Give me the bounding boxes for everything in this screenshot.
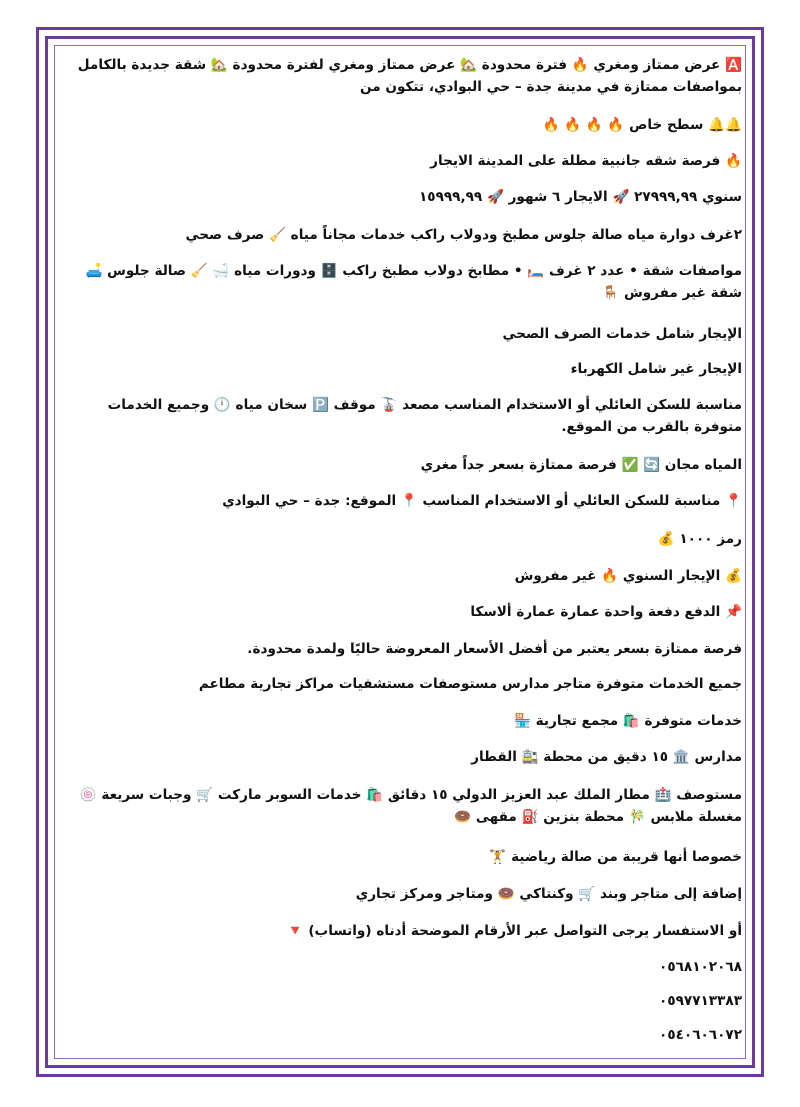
line-suitability-amenities: مناسبة للسكن العائلي أو الاستخدام المناسب مصعد 🚡 موقف 🅿️ سخان مياه 🕛 وجميع الخدمات متوفرة بالقرب من الموقع. — [107, 397, 742, 435]
line-opportunity: فرصة ممتازة بسعر يعتبر من أفضل الأسعار المعروضة حاليًا ولمدة محدودة. — [247, 641, 742, 657]
line-services-available: خدمات متوفرة 🛍️ مجمع تجارية 🏪 — [513, 713, 742, 729]
phone-number-2: ٠٥٩٧٧١٣٣٨٣ — [659, 993, 742, 1009]
line-schools-train: مدارس 🏛️ ١٥ دقيق من محطة 🚉 القطار — [471, 749, 742, 765]
line-free-water: المياه مجان 🔄 ✅ فرصة ممتازة بسعر جداً مغري — [420, 457, 742, 473]
line-side-apartment: 🔥 فرصة شقه جانبية مطلة على المدينة الايجار — [430, 153, 742, 169]
line-electricity-excluded: الإيجار غير شامل الكهرباء — [570, 361, 742, 377]
phone-number-1: ٠٥٦٨١٠٢٠٦٨ — [659, 959, 742, 975]
line-sewage-included: الإيجار شامل خدمات الصرف الصحي — [502, 326, 742, 342]
line-location: 📍 مناسبة للسكن العائلي أو الاستخدام المناسب 📍 الموقع: جدة – حي البوادي — [222, 493, 742, 509]
line-specs: مواصفات شقة • عدد ٢ غرف 🛏️ • مطابخ دولاب مطبخ راكب 🗄️ ودورات مياه 🛁 🧹 صالة جلوس 🛋️ شقة غير مفروش 🪑 — [85, 263, 742, 301]
line-offer-intro: 🅰️ عرض ممتاز ومغري 🔥 فترة محدودة 🏡 عرض ممتاز ومغري لفترة محدودة 🏡 شقة جديدة بالكامل بمواصفات ممتازة في مدينة جدة – حي البوادي، تتكون من — [77, 57, 742, 95]
line-annual-rent: 💰 الإيجار السنوي 🔥 غير مفروش — [514, 568, 742, 584]
line-gym: خصوصا أنها قريبة من صالة رياضية 🏋️ — [489, 849, 742, 865]
line-services-list: جميع الخدمات متوفرة متاجر مدارس مستوصفات مستشفيات مراكز تجارية مطاعم — [198, 676, 742, 692]
line-nearby-places: مستوصف 🏥 مطار الملك عبد العزيز الدولي ١٥ دقائق 🛍️ خدمات السوبر ماركت 🛒 وجبات سريعة 🍥 مغسلة ملابس 🎋 محطة بنزين ⛽ مقهى 🍩 — [79, 787, 742, 825]
phone-number-3: ٠٥٤٠٦٠٦٠٧٢ — [659, 1027, 742, 1043]
line-code: رمز ١٠٠٠ 💰 — [657, 531, 742, 547]
line-payment: 📌 الدفع دفعة واحدة عمارة عمارة ألاسكا — [470, 604, 742, 620]
line-private-roof: 🔔🔔 سطح خاص 🔥 🔥 🔥 🔥 — [542, 117, 742, 133]
line-shops: إضافة إلى متاجر وبند 🛒 وكنتاكي 🍩 ومتاجر ومركز تجاري — [355, 886, 742, 902]
line-contact: أو الاستفسار يرجى التواصل عبر الأرقام الموضحة أدناه (واتساب) 🔻 — [286, 923, 742, 939]
line-rent-prices: سنوي ٢٧٩٩٩,٩٩ 🚀 الايجار ٦ شهور 🚀 ١٥٩٩٩,٩٩ — [418, 189, 742, 205]
line-rooms-summary: ٢غرف دوارة مياه صالة جلوس مطبخ ودولاب راكب خدمات مجاناً مياه 🧹 صرف صحي — [185, 227, 742, 243]
